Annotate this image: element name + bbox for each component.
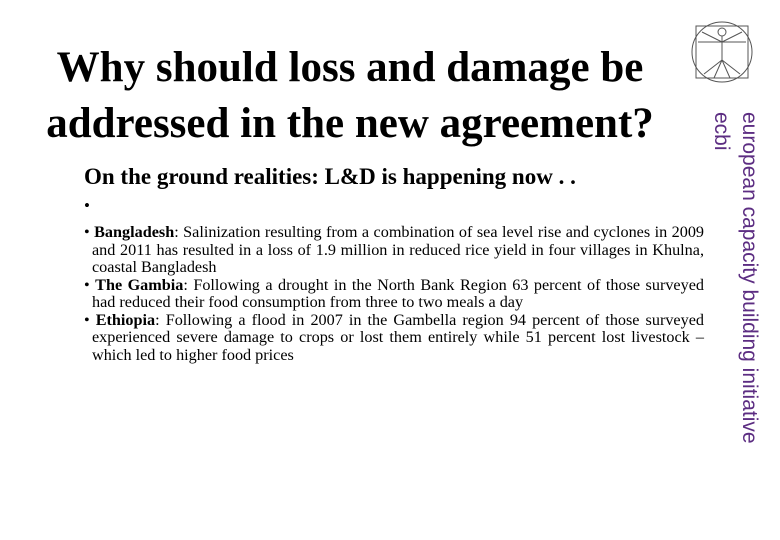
bullet-list bbox=[84, 224, 704, 364]
bullet-item: • Ethiopia: Following a flood in 2007 in the Gambella region 94 percent of those surveyed experienced severe damage to crops or lost them entirely while 51 percent lost livestock – which led to higher food prices bbox=[84, 310, 704, 364]
bullet-lead: Ethiopia bbox=[95, 310, 156, 329]
bullet-item: • The Gambia: Following a drought in the North Bank Region 63 percent of those surveyed had reduced their food consumption from three to two meals a day bbox=[84, 275, 704, 311]
vitruvian-man-icon bbox=[690, 10, 754, 102]
bullet-text: : Following a drought in the North Bank Region 63 percent of those surveyed had reduced their food consumption from three to two meals a day bbox=[92, 275, 704, 311]
slide-subtitle: On the ground realities: L&D is happening now . . bbox=[84, 164, 576, 189]
empty-bullet: • bbox=[84, 196, 90, 215]
bullet-lead: The Gambia bbox=[95, 275, 184, 294]
bullet-text: : Salinization resulting from a combination of sea level rise and cyclones in 2009 and 2011 has resulted in a loss of 1.9 million in reduced rice yield in four villages in Khulna, coastal Bangladesh bbox=[92, 223, 705, 276]
slide-title bbox=[0, 40, 700, 152]
ecbi-full-name: european capacity building initiative bbox=[738, 112, 761, 444]
bullet-lead: Bangladesh bbox=[94, 223, 175, 241]
bullet-item: • Bangladesh: Salinization resulting from a combination of sea level rise and cyclones in 2009 and 2011 has resulted in a loss of 1.9 million in reduced rice yield in four villages in Khulna, coastal Bangladesh bbox=[84, 223, 705, 276]
ecbi-abbreviation: ecbi bbox=[710, 112, 733, 151]
ecbi-branding bbox=[702, 112, 762, 522]
title-line-1: Why should loss and damage be bbox=[56, 44, 644, 91]
title-line-2: addressed in the new agreement? bbox=[46, 100, 654, 147]
bullet-text: : Following a flood in 2007 in the Gambella region 94 percent of those surveyed experienced severe damage to crops or lost them entirely while 51 percent lost livestock – which led to higher food prices bbox=[92, 310, 704, 364]
